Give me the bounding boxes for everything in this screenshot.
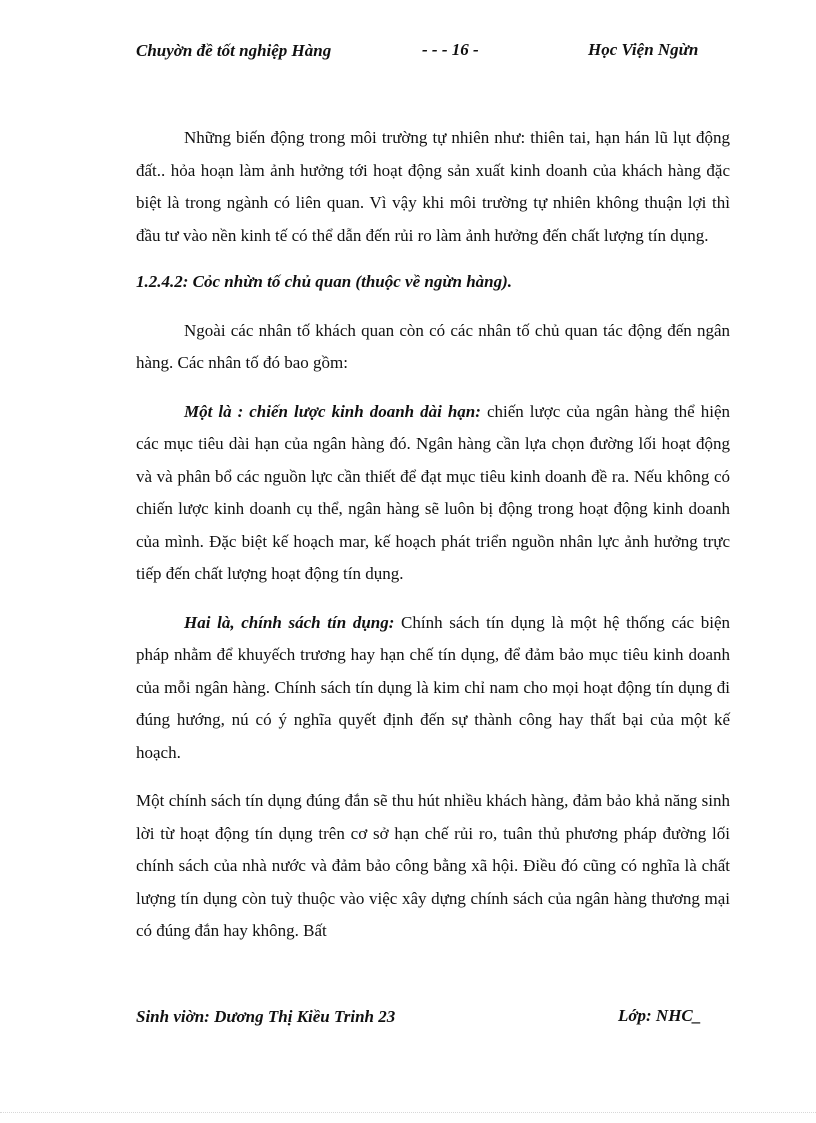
paragraph-credit-policy <box>136 607 730 770</box>
paragraph-lead-strategy: Một là : chiến lược kinh doanh dài hạn: <box>184 401 481 421</box>
paragraph-subjective-factors-intro: Ngoài các nhân tố khách quan còn có các nhân tố chủ quan tác động đến ngân hàng. Các nhân tố đó bao gồm: <box>136 320 730 372</box>
paragraph-business-strategy <box>136 396 730 591</box>
paragraph-sound-credit-policy: Một chính sách tín dụng đúng đắn sẽ thu hút nhiều khách hàng, đảm bảo khả năng sinh lời từ hoạt động tín dụng trên cơ sở hạn chế rủi ro, tuân thủ phương pháp đường lối chính sách của nhà nước và đảm bảo công bằng xã hội. Điều đó cũng có nghĩa là chất lượng tín dụng còn tuỳ thuộc vào việc xây dựng chính sách của ngân hàng thương mại có đúng đắn hay không. Bất <box>136 791 730 940</box>
footer-student-name: Sinh viờn: Dương Thị Kiều Trinh 23 <box>136 1007 396 1026</box>
footer-class: Lớp: NHC_ <box>618 1006 702 1025</box>
paragraph-natural-environment: Những biến động trong môi trường tự nhiên như: thiên tai, hạn hán lũ lụt động đất.. hỏa hoạn làm ảnh hưởng tới hoạt động sản xuất kinh doanh của khách hàng đặc biệt là trong ngành có liên quan. Vì vậy khi môi trường tự nhiên không thuận lợi thì đầu tư vào nền kinh tế có thể dẫn đến rủi ro làm ảnh hưởng đến chất lượng tín dụng. <box>136 128 730 245</box>
page-bottom-divider <box>0 1112 816 1113</box>
header-left-title: Chuyờn đề tốt nghiệp Hàng <box>136 41 332 60</box>
document-body <box>136 122 730 948</box>
paragraph-body-strategy: chiến lược của ngân hàng thể hiện các mục tiêu dài hạn của ngân hàng đó. Ngân hàng cần lựa chọn đường lối hoạt động và và phân bổ các nguồn lực cần thiết để đạt mục tiêu kinh doanh đề ra. Nếu không có chiến lược kinh doanh cụ thể, ngân hàng sẽ luôn bị động trong hoạt động kinh doanh của mình. Đặc biệt kế hoạch mar, kế hoạch phát triển nguồn nhân lực ảnh hưởng trực tiếp đến chất lượng hoạt động tín dụng. <box>136 401 731 583</box>
section-heading: 1.2.4.2: Cỏc nhừn tố chủ quan (thuộc về ngừn hàng). <box>136 272 513 291</box>
page-number: - - - 16 - <box>422 40 479 59</box>
paragraph-body-credit-policy: Chính sách tín dụng là một hệ thống các biện pháp nhằm để khuyếch trương hay hạn chế tín dụng, để đảm bảo mục tiêu kinh doanh của mỗi ngân hàng. Chính sách tín dụng là kim chỉ nam cho mọi hoạt động tín dụng đi đúng hướng, nú có ý nghĩa quyết định đến sự thành công hay thất bại của một kế hoạch. <box>136 612 730 762</box>
paragraph-lead-credit-policy: Hai là, chính sách tín dụng: <box>184 612 395 632</box>
header-right-title: Học Viện Ngừn <box>588 40 699 59</box>
